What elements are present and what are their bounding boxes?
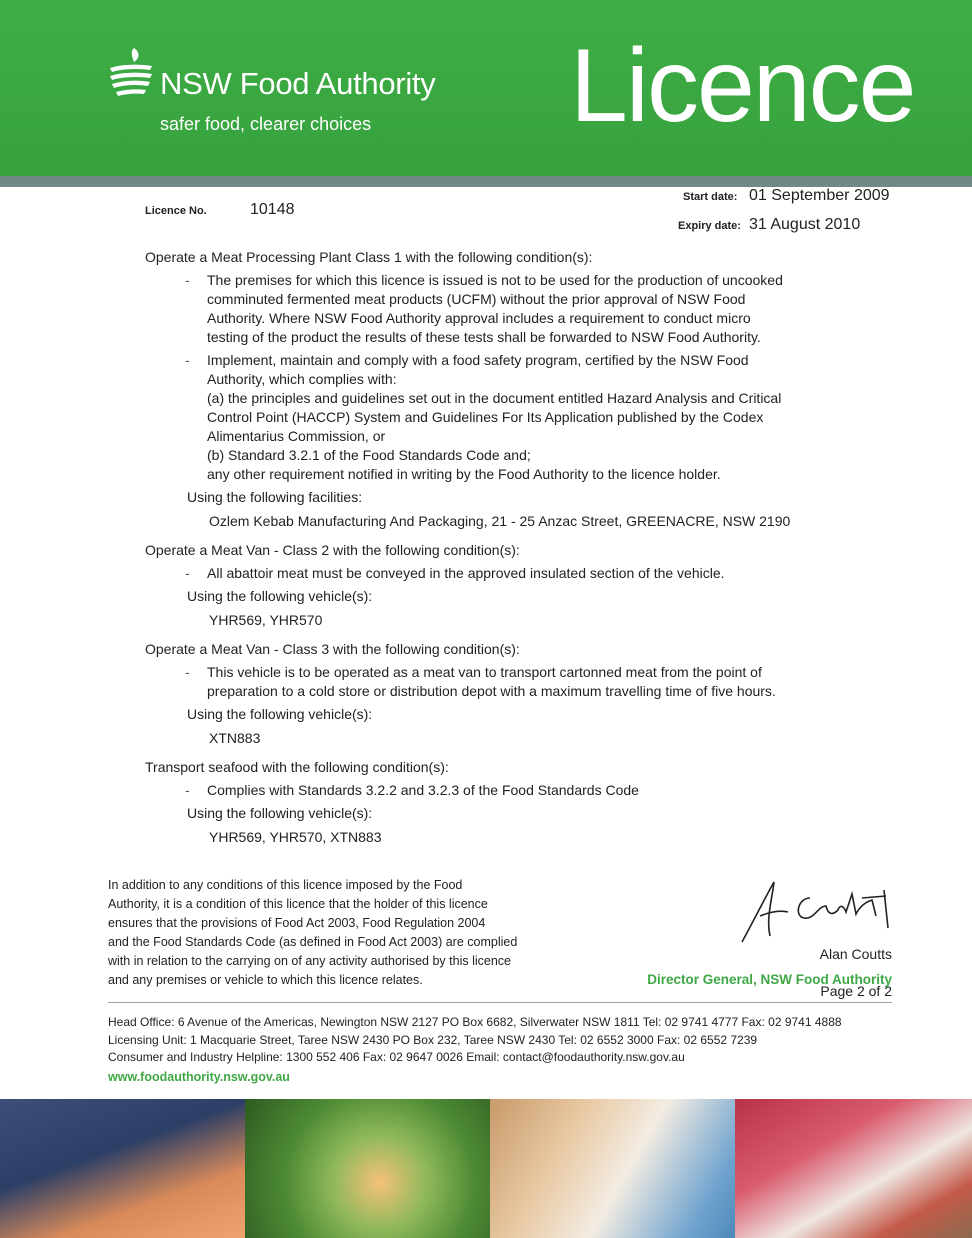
using-label: Using the following facilities: bbox=[187, 489, 363, 505]
page-number: Page 2 of 2 bbox=[820, 983, 892, 999]
signer-title: Director General, NSW Food Authority bbox=[647, 972, 892, 987]
using-label: Using the following vehicle(s): bbox=[187, 588, 373, 604]
photo-meat-counter bbox=[735, 1099, 972, 1238]
condition-item bbox=[145, 271, 825, 347]
tagline: safer food, clearer choices bbox=[160, 114, 372, 134]
licence-no-value: 10148 bbox=[250, 201, 295, 218]
licence-conditions bbox=[145, 248, 825, 857]
statement-line: ensures that the provisions of Food Act 2003, Food Regulation 2004 bbox=[108, 916, 486, 930]
condition-line: (b) Standard 3.2.1 of the Food Standards Code and; bbox=[207, 447, 531, 463]
condition-line: comminuted fermented meat products (UCFM) without the prior approval of NSW Food bbox=[207, 291, 746, 307]
statement-line: In addition to any conditions of this licence imposed by the Food bbox=[108, 878, 463, 892]
using-value: XTN883 bbox=[209, 730, 261, 746]
using-value: YHR569, YHR570, XTN883 bbox=[209, 829, 382, 845]
photo-salad bbox=[245, 1099, 490, 1238]
section-title: Operate a Meat Van - Class 2 with the following condition(s): bbox=[145, 542, 520, 558]
licensing-unit-line: Licensing Unit: 1 Macquarie Street, Taree NSW 2430 PO Box 232, Taree NSW 2430 Tel: 02 6552 3000 Fax: 02 6552 7239 bbox=[108, 1032, 758, 1047]
bullet-dash: - bbox=[185, 272, 190, 288]
header-banner bbox=[0, 0, 972, 176]
condition-line: preparation to a cold store or distribution depot with a maximum travelling time of five hours. bbox=[207, 683, 776, 699]
condition-item bbox=[145, 663, 825, 701]
condition-line: Implement, maintain and comply with a food safety program, certified by the NSW Food bbox=[207, 352, 749, 368]
page-title: Licence bbox=[570, 28, 915, 144]
using-value: YHR569, YHR570 bbox=[209, 612, 323, 628]
using-label: Using the following vehicle(s): bbox=[187, 805, 373, 821]
condition-line: testing of the product the results of these tests shall be forwarded to NSW Food Authority. bbox=[207, 329, 761, 345]
bullet-dash: - bbox=[185, 565, 190, 581]
signature-image bbox=[736, 876, 896, 948]
condition-item bbox=[145, 564, 825, 583]
helpline-line: Consumer and Industry Helpline: 1300 552 406 Fax: 02 9647 0026 Email: contact@foodauthority.nsw.gov.au bbox=[108, 1050, 685, 1064]
section-title: Transport seafood with the following condition(s): bbox=[145, 759, 449, 775]
bullet-dash: - bbox=[185, 664, 190, 680]
signer-name: Alan Coutts bbox=[819, 946, 892, 962]
condition-line: The premises for which this licence is issued is not to be used for the production of uncooked bbox=[207, 272, 783, 288]
condition-line: Control Point (HACCP) System and Guidelines For Its Application published by the Codex bbox=[207, 409, 764, 425]
website-link[interactable]: www.foodauthority.nsw.gov.au bbox=[108, 1070, 290, 1084]
statement-line: Authority, it is a condition of this licence that the holder of this licence bbox=[108, 897, 488, 911]
licence-no-label: Licence No. bbox=[145, 205, 207, 217]
statement-line: and any premises or vehicle to which this licence relates. bbox=[108, 973, 423, 987]
section-title: Operate a Meat Van - Class 3 with the following condition(s): bbox=[145, 641, 520, 657]
start-date-label: Start date: bbox=[683, 191, 738, 203]
head-office-line: Head Office: 6 Avenue of the Americas, Newington NSW 2127 PO Box 6682, Silverwater NSW 1811 Tel: 02 9741 4777 Fax: 02 9741 4888 bbox=[108, 1015, 842, 1029]
condition-item bbox=[145, 781, 825, 800]
photo-strip bbox=[0, 1099, 972, 1238]
footer-divider bbox=[108, 1002, 892, 1003]
licence-section bbox=[145, 248, 825, 531]
condition-line: Complies with Standards 3.2.2 and 3.2.3 of the Food Standards Code bbox=[207, 782, 639, 798]
condition-line: Authority, which complies with: bbox=[207, 371, 397, 387]
using-value: Ozlem Kebab Manufacturing And Packaging, 21 - 25 Anzac Street, GREENACRE, NSW 2190 bbox=[209, 513, 791, 529]
statement-line: with in relation to the carrying on of any activity authorised by this licence bbox=[108, 954, 511, 968]
section-title: Operate a Meat Processing Plant Class 1 with the following condition(s): bbox=[145, 249, 593, 265]
org-name: NSW Food Authority bbox=[160, 66, 436, 101]
statement-line: and the Food Standards Code (as defined in Food Act 2003) are complied bbox=[108, 935, 518, 949]
using-label: Using the following vehicle(s): bbox=[187, 706, 373, 722]
contact-details bbox=[108, 1014, 898, 1067]
condition-line: (a) the principles and guidelines set out in the document entitled Hazard Analysis and Critical bbox=[207, 390, 782, 406]
licence-statement bbox=[108, 876, 538, 990]
leaf-stack-icon bbox=[106, 46, 156, 98]
licence-section bbox=[145, 758, 825, 847]
condition-line: This vehicle is to be operated as a meat van to transport cartonned meat from the point of bbox=[207, 664, 762, 680]
photo-family-drinking bbox=[490, 1099, 735, 1238]
start-date-value: 01 September 2009 bbox=[749, 187, 890, 204]
photo-salmon-preparation bbox=[0, 1099, 245, 1238]
condition-item bbox=[145, 351, 825, 484]
expiry-date-label: Expiry date: bbox=[678, 220, 741, 232]
licence-section bbox=[145, 541, 825, 630]
condition-line: Authority. Where NSW Food Authority approval includes a requirement to conduct micro bbox=[207, 310, 751, 326]
condition-line: All abattoir meat must be conveyed in the approved insulated section of the vehicle. bbox=[207, 565, 725, 581]
header-divider bbox=[0, 176, 972, 187]
licence-section bbox=[145, 640, 825, 748]
bullet-dash: - bbox=[185, 782, 190, 798]
condition-line: any other requirement notified in writing by the Food Authority to the licence holder. bbox=[207, 466, 721, 482]
expiry-date-value: 31 August 2010 bbox=[749, 216, 861, 233]
bullet-dash: - bbox=[185, 352, 190, 368]
condition-line: Alimentarius Commission, or bbox=[207, 428, 386, 444]
